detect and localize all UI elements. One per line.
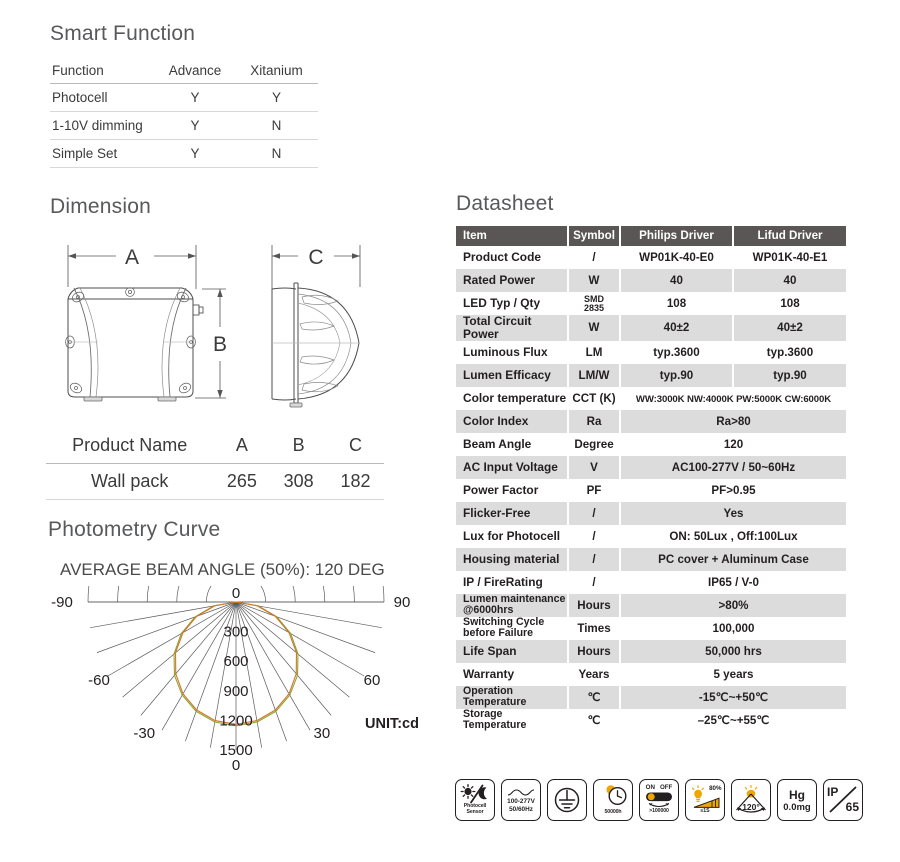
polar-angle-tick: 30 (313, 725, 331, 743)
beam-angle-caption: AVERAGE BEAM ANGLE (50%): 120 DEG (60, 560, 385, 579)
table-row (50, 112, 318, 140)
table-row (456, 502, 846, 525)
dimension-table-wrap (46, 428, 386, 500)
cell-symbol: W (568, 315, 620, 341)
table-row (456, 387, 846, 410)
cell-value: ON: 50Lux , Off:100Lux (669, 529, 798, 543)
smart-function-title: Smart Function (50, 22, 196, 45)
dimension-title: Dimension (50, 195, 152, 218)
cell-symbol: / (568, 502, 620, 525)
table-header-row (50, 57, 318, 84)
dim-label-c: C (308, 246, 324, 269)
cell-philips: WP01K-40-E0 (620, 246, 733, 269)
datasheet-title: Datasheet (456, 192, 554, 215)
table-row (456, 525, 846, 548)
lumen-maintenance-percent: 80% (709, 785, 722, 792)
polar-angle-tick: 60 (363, 671, 381, 689)
cell-item: Rated Power (456, 269, 568, 292)
polar-radial-tick: 300 (223, 623, 249, 641)
cell-symbol: LM (568, 341, 620, 364)
table-row (456, 456, 846, 479)
cell-symbol: / (568, 525, 620, 548)
cell-item: Storage Temperature (456, 709, 568, 732)
cell-symbol: / (568, 571, 620, 594)
cell-item: Color temperature (456, 387, 568, 410)
cell-lifud: typ.3600 (766, 345, 814, 359)
dimension-section (50, 195, 430, 411)
col-header-c: C (327, 428, 384, 464)
dimension-drawing (50, 231, 422, 411)
cell-item: Housing material (456, 548, 568, 571)
cell-symbol: Hours (568, 640, 620, 663)
cell-value: 120 (723, 437, 744, 451)
cell-symbol: CCT (K) (568, 387, 620, 410)
cell-advance: Y (190, 118, 200, 133)
voltage-line1: 100-277V (507, 798, 535, 806)
lumen-maintenance-caption: ≤1S (700, 808, 710, 815)
cell-item: IP / FireRating (456, 571, 568, 594)
switch-on-label: ON (645, 783, 655, 791)
cell-a: 265 (226, 471, 257, 491)
cell-advance: Y (190, 90, 200, 105)
ground-symbol-glyph (553, 786, 581, 814)
table-row (456, 709, 846, 732)
table-row (50, 84, 318, 112)
cell-c: 182 (340, 471, 371, 491)
col-header-lifud-driver: Lifud Driver (733, 226, 846, 246)
cell-value: 100,000 (712, 621, 755, 635)
cell-lifud: 40±2 (733, 315, 846, 341)
cell-item: AC Input Voltage (456, 456, 568, 479)
col-header-symbol: Symbol (568, 226, 620, 246)
table-row (456, 663, 846, 686)
cell-symbol: / (568, 548, 620, 571)
lifespan-clock-icon (593, 779, 633, 821)
table-header-row (46, 428, 384, 464)
cell-symbol: Hours (568, 594, 620, 617)
cell-philips: 40 (620, 269, 733, 292)
voltage-range-icon (501, 779, 541, 821)
table-row (456, 640, 846, 663)
cell-item: Color Index (456, 410, 568, 433)
photometry-section (48, 518, 448, 791)
cell-value: Yes (620, 502, 846, 525)
cell-b: 308 (283, 471, 314, 491)
table-row (46, 464, 384, 500)
switching-cycle-icon (639, 779, 679, 821)
cell-advance: Y (190, 146, 200, 161)
cell-item: Warranty (456, 663, 568, 686)
cell-symbol: LM/W (568, 364, 620, 387)
cell-symbol: Times (568, 617, 620, 640)
cell-symbol: SMD 2835 (568, 292, 620, 315)
table-row (456, 341, 846, 364)
cell-item: Switching Cycle before Failure (456, 617, 568, 640)
cell-xitanium: N (271, 146, 282, 161)
table-row (456, 410, 846, 433)
polar-radial-tick: 900 (223, 682, 249, 700)
cell-function: Simple Set (52, 146, 118, 161)
cell-symbol: ℃ (568, 686, 620, 709)
cell-lifud: 108 (780, 297, 800, 310)
cell-value: PF>0.95 (711, 483, 756, 497)
wallpack-technical-drawing (50, 231, 422, 411)
ip-rating-icon (823, 779, 863, 821)
cell-value: PC cover + Aluminum Case (620, 548, 846, 571)
datasheet-section (456, 192, 848, 732)
cell-item: Luminous Flux (456, 341, 568, 364)
cell-symbol: Years (568, 663, 620, 686)
polar-radial-tick: 1200 (219, 712, 253, 730)
polar-angle-tick: -90 (51, 594, 73, 611)
cell-symbol: ℃ (568, 709, 620, 732)
cell-symbol: / (568, 246, 620, 269)
cell-item: Lumen maintenance @6000hrs (456, 594, 568, 617)
polar-angle-tick: -60 (88, 671, 110, 689)
col-header-item: Item (456, 226, 568, 246)
ac-wave-glyph (507, 787, 535, 798)
col-header-xitanium: Xitanium (235, 57, 318, 84)
cell-symbol: PF (568, 479, 620, 502)
photometry-title: Photometry Curve (48, 518, 221, 541)
ip-value: 65 (845, 800, 859, 814)
cell-lifud: WP01K-40-E1 (752, 251, 828, 264)
table-row (456, 364, 846, 387)
datasheet-table (456, 226, 846, 732)
table-row (456, 269, 846, 292)
polar-curve-svg (48, 586, 448, 791)
cell-philips: typ.90 (620, 364, 733, 387)
cell-lifud: 40 (733, 269, 846, 292)
cell-value: >80% (620, 594, 846, 617)
polar-radial-tick: 1500 (219, 742, 253, 759)
cell-item: Operation Temperature (456, 686, 568, 709)
certification-icon-strip (455, 779, 863, 821)
cell-function: 1-10V dimming (52, 118, 143, 133)
cell-product-name: Wall pack (91, 471, 169, 491)
polar-angle-tick: -30 (133, 725, 156, 743)
table-row (456, 315, 846, 341)
cell-item: Lux for Photocell (456, 525, 568, 548)
beam-angle-value: 120° (742, 802, 760, 812)
table-row (456, 246, 846, 269)
cell-value: WW:3000K NW:4000K PW:5000K CW:6000K (635, 393, 832, 405)
cell-value: 50,000 hrs (620, 640, 846, 663)
table-row (456, 594, 846, 617)
col-header-philips-driver: Philips Driver (620, 226, 733, 246)
polar-unit-label: UNIT:cd (365, 715, 419, 732)
cell-item: Lumen Efficacy (456, 364, 568, 387)
photocell-sensor-icon (455, 779, 495, 821)
toggle-switch-glyph (644, 792, 674, 809)
bulb-clock-glyph (598, 784, 628, 810)
cell-symbol: Ra (568, 410, 620, 433)
cell-value: Ra>80 (620, 410, 846, 433)
cell-value: -15℃~+50℃ (620, 686, 846, 709)
cell-value: AC100-277V / 50~60Hz (620, 456, 846, 479)
dim-label-a: A (124, 246, 140, 269)
cell-philips: 108 (620, 292, 733, 315)
photometric-polar-chart (48, 586, 448, 791)
switch-off-label: OFF (659, 783, 673, 791)
cell-item: Beam Angle (456, 433, 568, 456)
table-row (456, 571, 846, 594)
polar-angle-tick: 0 (231, 586, 241, 602)
cell-item: Product Code (456, 246, 568, 269)
cell-value: –25℃~+55℃ (697, 714, 770, 728)
smart-function-table (50, 57, 318, 168)
cell-xitanium: N (271, 118, 282, 133)
cell-symbol: Degree (568, 433, 620, 456)
polar-angle-tick: 90 (393, 594, 411, 611)
photocell-sensor-caption: Photocell Sensor (463, 803, 487, 815)
sun-moon-glyph (460, 784, 490, 804)
cell-item: Total Circuit Power (456, 315, 568, 341)
table-row (50, 140, 318, 168)
switching-cycle-caption: >100000 (649, 808, 669, 815)
voltage-line2: 50/60Hz (509, 805, 533, 813)
polar-bottom-zero: 0 (231, 757, 241, 774)
table-row (456, 617, 846, 640)
mercury-free-icon (777, 779, 817, 821)
table-row (456, 433, 846, 456)
dimension-table (46, 428, 384, 500)
cell-item: Life Span (456, 640, 568, 663)
col-header-b: B (270, 428, 327, 464)
cell-philips: 40±2 (620, 315, 733, 341)
mercury-symbol: Hg (789, 787, 805, 802)
table-row (456, 292, 846, 315)
mercury-amount: 0.0mg (783, 801, 811, 813)
cell-value: 5 years (713, 667, 754, 681)
cell-item: Power Factor (456, 479, 568, 502)
cell-xitanium: Y (271, 90, 281, 105)
cell-function: Photocell (52, 90, 108, 105)
cell-lifud: typ.90 (733, 364, 846, 387)
col-header-product-name: Product Name (46, 428, 213, 464)
cell-symbol: V (568, 456, 620, 479)
table-row (456, 479, 846, 502)
table-row (456, 548, 846, 571)
cell-item: Flicker-Free (456, 502, 568, 525)
dim-label-b: B (212, 333, 228, 356)
polar-radial-tick: 600 (223, 653, 249, 671)
table-header-row (456, 226, 846, 246)
cell-item: LED Typ / Qty (456, 292, 568, 315)
table-row (456, 686, 846, 709)
earth-ground-icon (547, 779, 587, 821)
cell-philips: typ.3600 (620, 341, 733, 364)
smart-function-section (50, 22, 325, 168)
col-header-advance: Advance (155, 57, 235, 84)
cell-value: IP65 / V-0 (708, 575, 759, 589)
col-header-function: Function (50, 57, 155, 84)
ip-label: IP (827, 785, 839, 799)
lifespan-caption: 50000h (604, 809, 622, 816)
beam-angle-icon (731, 779, 771, 821)
col-header-a: A (213, 428, 270, 464)
lumen-maintenance-icon (685, 779, 725, 821)
cell-symbol: W (568, 269, 620, 292)
